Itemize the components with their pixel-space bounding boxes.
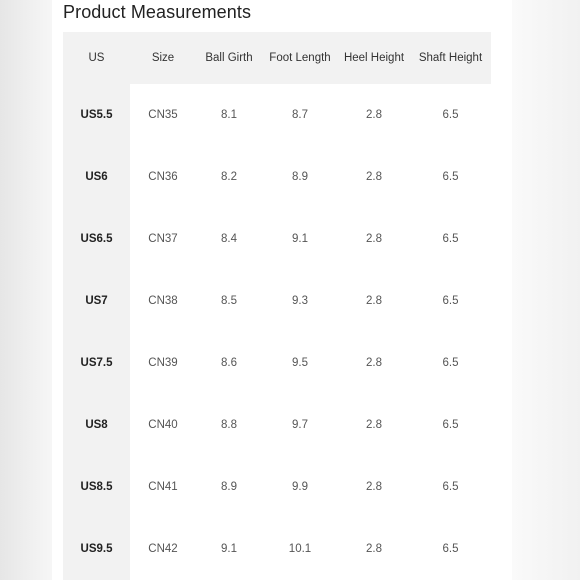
cell-ball-girth: 8.9 [221,481,237,493]
table-row [63,208,491,270]
cell-heel-height: 2.8 [366,419,382,431]
table-row [63,456,491,518]
cell-shaft-height: 6.5 [442,357,459,369]
cell-us: US6 [63,146,130,208]
cell-foot-length: 9.9 [292,481,308,493]
cell-ball-girth: 9.1 [221,543,237,555]
cell-shaft-height: 6.5 [442,109,459,121]
cell-shaft-height: 6.5 [442,233,459,245]
cell-foot-length: 9.1 [292,233,308,245]
header-foot-length: Foot Length [269,52,331,64]
cell-heel-height: 2.8 [366,109,382,121]
cell-size: CN39 [148,357,178,369]
cell-heel-height: 2.8 [366,543,382,555]
cell-ball-girth: 8.5 [221,295,237,307]
cell-size: CN38 [148,295,178,307]
cell-us: US9.5 [63,518,130,580]
cell-foot-length: 8.9 [292,171,308,183]
cell-heel-height: 2.8 [366,233,382,245]
cell-size: CN40 [148,419,178,431]
table-row [63,394,491,456]
header-heel-height: Heel Height [343,52,405,64]
cell-size: CN36 [148,171,178,183]
table-row [63,84,491,146]
cell-heel-height: 2.8 [366,295,382,307]
table-row [63,270,491,332]
header-us: US [88,52,105,64]
cell-shaft-height: 6.5 [442,419,459,431]
table-row [63,518,491,580]
cell-size: CN37 [148,233,178,245]
cell-ball-girth: 8.2 [221,171,237,183]
cell-us: US7.5 [63,332,130,394]
cell-foot-length: 9.5 [292,357,308,369]
page-title: Product Measurements [63,2,252,22]
header-shaft-height: Shaft Height [418,52,483,64]
cell-us: US8.5 [63,456,130,518]
background-right [512,0,580,580]
cell-us: US7 [63,270,130,332]
cell-foot-length: 10.1 [288,543,312,555]
cell-foot-length: 9.3 [292,295,308,307]
cell-us: US6.5 [63,208,130,270]
cell-ball-girth: 8.8 [221,419,237,431]
table-header-row [63,32,491,84]
background-left [0,0,52,580]
header-ball-girth: Ball Girth [205,52,253,64]
table-row [63,332,491,394]
cell-us: US8 [63,394,130,456]
measurements-table [63,32,491,580]
cell-foot-length: 8.7 [292,109,308,121]
cell-shaft-height: 6.5 [442,543,459,555]
header-size: Size [151,52,175,64]
cell-ball-girth: 8.1 [221,109,237,121]
cell-shaft-height: 6.5 [442,171,459,183]
table-row [63,146,491,208]
cell-ball-girth: 8.4 [221,233,237,245]
cell-foot-length: 9.7 [292,419,308,431]
cell-size: CN35 [148,109,178,121]
cell-heel-height: 2.8 [366,357,382,369]
cell-heel-height: 2.8 [366,481,382,493]
cell-us: US5.5 [63,84,130,146]
cell-size: CN42 [148,543,178,555]
cell-shaft-height: 6.5 [442,295,459,307]
cell-heel-height: 2.8 [366,171,382,183]
cell-ball-girth: 8.6 [221,357,237,369]
cell-size: CN41 [148,481,178,493]
cell-shaft-height: 6.5 [442,481,459,493]
